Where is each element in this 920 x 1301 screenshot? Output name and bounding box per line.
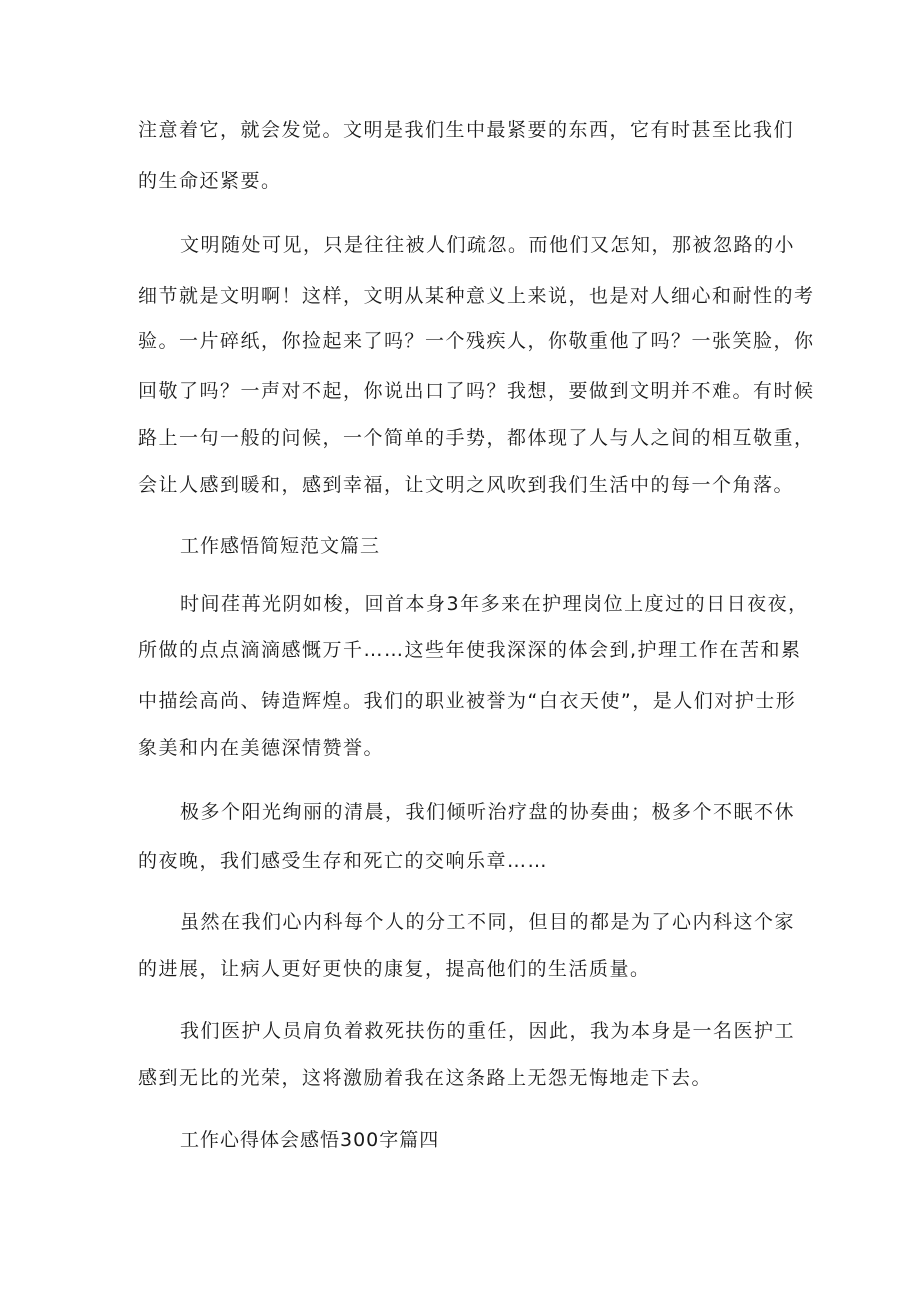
paragraph-line: 象美和内在美德深情赞誉。 <box>138 737 385 759</box>
paragraph-line: 会让人感到暖和，感到幸福，让文明之风吹到我们生活中的每一个角落。 <box>138 474 795 496</box>
paragraph-line: 我们医护人员肩负着救死扶伤的重任，因此，我为本身是一名医护工 <box>180 1020 796 1042</box>
paragraph-line: 验。一片碎纸，你捡起来了吗？一个残疾人，你敬重他了吗？一张笑脸，你 <box>138 330 815 352</box>
paragraph-line: 感到无比的光荣，这将激励着我在这条路上无怨无悔地走下去。 <box>138 1067 713 1089</box>
section-heading: 工作感悟简短范文篇三 <box>180 535 381 557</box>
paragraph-line: 路上一句一般的问候，一个简单的手势，都体现了人与人之间的相互敬重， <box>138 427 815 449</box>
paragraph-line: 的进展，让病人更好更快的康复，提高他们的生活质量。 <box>138 958 651 980</box>
paragraph-line: 虽然在我们心内科每个人的分工不同，但目的都是为了心内科这个家 <box>180 911 796 933</box>
paragraph-line: 回敬了吗？一声对不起，你说出口了吗？我想，要做到文明并不难。有时候 <box>138 380 815 402</box>
paragraph-line: 时间荏苒光阴如梭，回首本身3年多来在护理岗位上度过的日日夜夜， <box>180 593 809 615</box>
paragraph-line: 中描绘高尚、铸造辉煌。我们的职业被誉为“白衣天使”，是人们对护士形 <box>138 690 797 712</box>
paragraph-line: 细节就是文明啊！这样，文明从某种意义上来说，也是对人细心和耐性的考 <box>138 285 815 307</box>
paragraph-line: 注意着它，就会发觉。文明是我们生中最紧要的东西，它有时甚至比我们 <box>138 119 795 141</box>
section-heading: 工作心得体会感悟300字篇四 <box>180 1129 440 1151</box>
paragraph-line: 极多个阳光绚丽的清晨，我们倾听治疗盘的协奏曲；极多个不眠不休 <box>180 801 796 823</box>
paragraph-line: 的夜晚，我们感受生存和死亡的交响乐章…… <box>138 850 549 872</box>
paragraph-line: 所做的点点滴滴感慨万千……这些年使我深深的体会到,护理工作在苦和累 <box>138 639 802 661</box>
paragraph-line: 文明随处可见，只是往往被人们疏忽。而他们又怎知，那被忽路的小 <box>180 234 796 256</box>
paragraph-line: 的生命还紧要。 <box>138 170 282 192</box>
